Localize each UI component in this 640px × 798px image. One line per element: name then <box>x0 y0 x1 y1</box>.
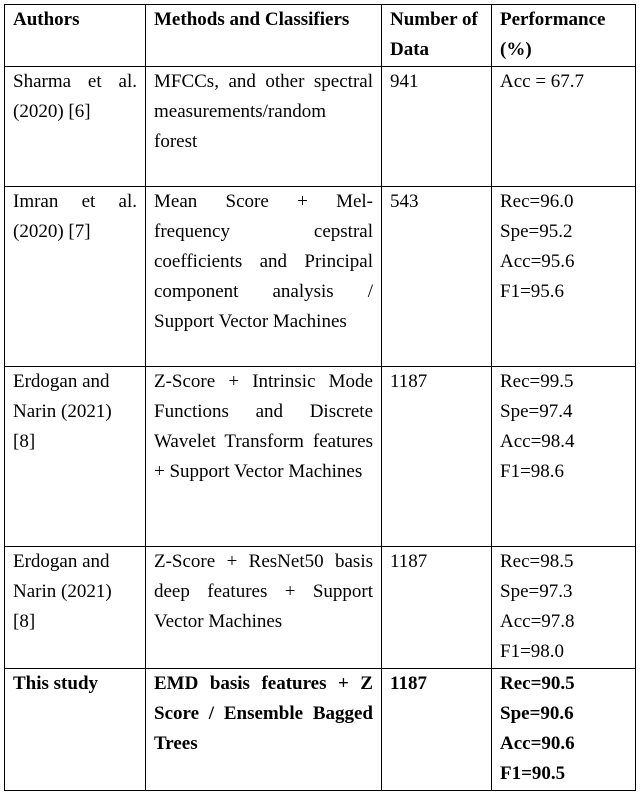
performance-metric: Spe=97.3 <box>500 581 573 602</box>
cell-performance <box>492 669 636 791</box>
cell-number-of-data: 543 <box>382 187 492 367</box>
performance-metric: Acc=95.6 <box>500 251 575 272</box>
cell-authors: Erdogan and Narin (2021) [8] <box>5 367 146 547</box>
header-row <box>5 5 636 67</box>
cell-authors: This study <box>5 669 146 791</box>
comparison-table <box>4 4 636 791</box>
cell-performance <box>492 67 636 187</box>
header-performance: Performance (%) <box>492 5 636 67</box>
cell-authors: Sharma et al. (2020) [6] <box>5 67 146 187</box>
cell-methods: EMD basis features + Z Score / Ensemble Bagged Trees <box>146 669 382 791</box>
performance-metric: Spe=90.6 <box>500 703 574 724</box>
cell-number-of-data: 1187 <box>382 669 492 791</box>
header-number-of-data: Number of Data <box>382 5 492 67</box>
performance-metric: Acc=97.8 <box>500 611 575 632</box>
performance-metric: Rec=98.5 <box>500 551 574 572</box>
performance-metric: F1=90.5 <box>500 763 566 784</box>
performance-metric: Spe=95.2 <box>500 221 573 242</box>
table-row-this-study <box>5 669 636 791</box>
header-methods: Methods and Classifiers <box>146 5 382 67</box>
performance-metric: Spe=97.4 <box>500 401 573 422</box>
cell-methods: Z-Score + ResNet50 basis deep features + Support Vector Machines <box>146 547 382 669</box>
cell-authors: Erdogan and Narin (2021) [8] <box>5 547 146 669</box>
comparison-table-wrapper <box>4 4 636 791</box>
header-authors: Authors <box>5 5 146 67</box>
performance-metric: Acc = 67.7 <box>500 71 585 92</box>
cell-authors: Imran et al. (2020) [7] <box>5 187 146 367</box>
performance-metric: F1=95.6 <box>500 281 565 302</box>
performance-metric: Rec=96.0 <box>500 191 574 212</box>
performance-metric: Acc=98.4 <box>500 431 575 452</box>
performance-metric: F1=98.0 <box>500 641 565 662</box>
performance-metric: F1=98.6 <box>500 461 565 482</box>
table-row <box>5 367 636 547</box>
performance-metric: Rec=99.5 <box>500 371 574 392</box>
table-row <box>5 547 636 669</box>
cell-number-of-data: 1187 <box>382 547 492 669</box>
cell-methods: Z-Score + Intrinsic Mode Functions and Discrete Wavelet Transform features + Support Vector Machines <box>146 367 382 547</box>
performance-metric: Rec=90.5 <box>500 673 575 694</box>
performance-metric: Acc=90.6 <box>500 733 575 754</box>
table-row <box>5 187 636 367</box>
cell-number-of-data: 941 <box>382 67 492 187</box>
cell-performance <box>492 547 636 669</box>
cell-methods: MFCCs, and other spectral measurements/random forest <box>146 67 382 187</box>
cell-methods: Mean Score + Mel-frequency cepstral coefficients and Principal component analysis / Support Vector Machines <box>146 187 382 367</box>
cell-number-of-data: 1187 <box>382 367 492 547</box>
table-row <box>5 67 636 187</box>
cell-performance <box>492 367 636 547</box>
cell-performance <box>492 187 636 367</box>
